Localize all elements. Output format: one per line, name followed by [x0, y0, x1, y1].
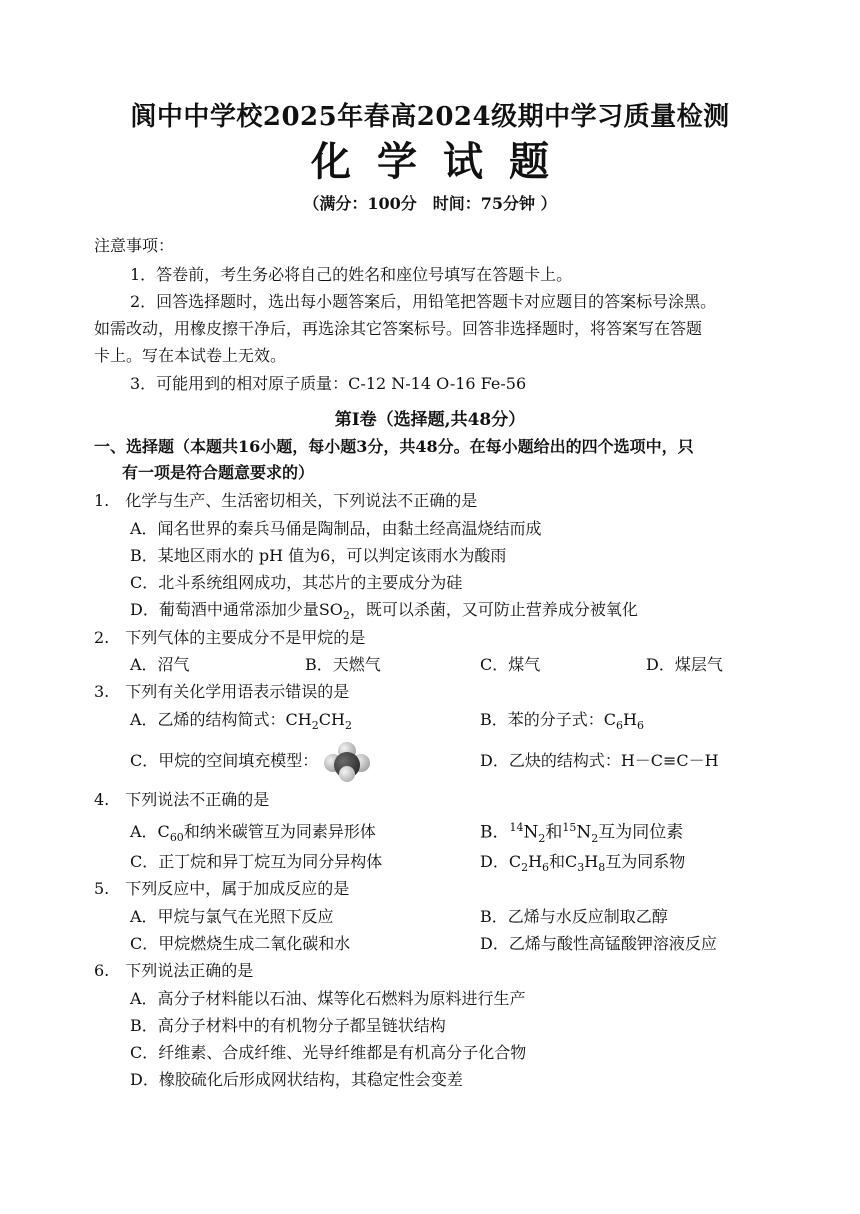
q4-option-d-s2: 6: [542, 861, 550, 875]
q6-stem: 6. 下列说法正确的是: [94, 961, 254, 980]
q5-option-b: B．乙烯与水反应制取乙醇: [480, 907, 668, 926]
q1-option-d-sub: 2: [342, 609, 350, 623]
q1-option-b: [130, 546, 506, 566]
q4-option-d-m3: H: [584, 852, 599, 871]
q4-option-d-m1: H: [528, 852, 543, 871]
q1-option-b-ph: pH: [258, 546, 284, 565]
q4-option-c: C．正丁烷和异丁烷互为同分异构体: [130, 852, 383, 871]
q4-option-d-s4: 8: [598, 861, 606, 875]
q3-option-c: [130, 741, 374, 782]
q4-stem: 4. 下列说法不正确的是: [94, 790, 270, 809]
q4-option-d-post: 互为同系物: [605, 852, 686, 871]
q1-option-d-pre: D．葡萄酒中通常添加少量SO: [130, 600, 343, 619]
note-item-1: 1．答卷前，考生务必将自己的姓名和座位号填写在答题卡上。: [130, 265, 573, 284]
q4-option-d-s3: 3: [577, 861, 585, 875]
q3-option-b-pre: B．苯的分子式：C: [480, 710, 617, 729]
q6-option-c: C．纤维素、合成纤维、光导纤维都是有机高分子化合物: [130, 1043, 527, 1062]
exam-title: 阆中中学校2025年春高2024级期中学习质量检测: [130, 102, 730, 132]
q4-option-b-post: 互为同位素: [598, 822, 684, 843]
notes-heading: 注意事项：: [94, 236, 175, 255]
q5-option-d: D．乙烯与酸性高锰酸钾溶液反应: [480, 934, 717, 953]
q4-option-d-pre: D．C: [480, 852, 522, 871]
q5-option-a: A．甲烷与氯气在光照下反应: [130, 907, 334, 926]
q3-option-a-mid: CH: [318, 710, 345, 729]
q4-option-b-pre: B．: [480, 822, 510, 843]
q4-option-d-m2: 和C: [549, 852, 578, 871]
q4-option-b-sub2: 2: [591, 832, 599, 846]
q4-option-b-sup1: 14: [509, 821, 524, 834]
q4-option-d-s1: 2: [521, 861, 529, 875]
q4-option-b-n1: N: [523, 822, 539, 843]
q4-option-b-mid: 和: [545, 822, 563, 843]
subject-title: 化学试题: [311, 138, 575, 185]
q4-option-a: [130, 822, 376, 848]
q1-option-b-pre: B．某地区雨水的: [130, 546, 254, 565]
note-item-2-line-3: 卡上。写在本试卷上无效。: [94, 346, 287, 365]
q2-stem: 2. 下列气体的主要成分不是甲烷的是: [94, 628, 366, 647]
q4-option-b-sub1: 2: [538, 832, 546, 846]
q3-stem: 3. 下列有关化学用语表示错误的是: [94, 682, 350, 701]
q3-option-b-sub1: 6: [616, 719, 624, 733]
part-instructions-line-1: 一、选择题（本题共16小题，每小题3分，共48分。在每小题给出的四个选项中，只: [94, 437, 694, 456]
q2-option-c: C．煤气: [480, 655, 541, 674]
q3-option-d: D．乙炔的结构式：H－C≡C－H: [480, 751, 719, 770]
q1-option-d-post: ，既可以杀菌，又可防止营养成分被氧化: [349, 600, 638, 619]
q3-option-a-sub1: 2: [311, 719, 319, 733]
q3-option-a-pre: A．乙烯的结构简式：CH: [130, 710, 312, 729]
methane-space-filling-model-icon: [322, 742, 374, 782]
q3-option-b-mid: H: [623, 710, 637, 729]
q5-option-c: C．甲烷燃烧生成二氧化碳和水: [130, 934, 351, 953]
q1-option-d: [130, 600, 638, 626]
section-heading: 第Ⅰ卷（选择题,共48分）: [334, 410, 526, 430]
q4-option-b-sup2: 15: [562, 821, 577, 834]
q4-option-d: [480, 852, 685, 878]
q3-option-b: [480, 710, 644, 736]
q4-option-a-sub: 60: [169, 831, 184, 845]
q4-option-a-post: 和纳米碳管互为同素异形体: [183, 822, 376, 841]
q1-option-c: C．北斗系统组网成功，其芯片的主要成分为硅: [130, 573, 463, 592]
q3-option-c-text: C．甲烷的空间填充模型：: [130, 751, 319, 770]
q4-option-b: [480, 818, 683, 849]
q4-option-b-n2: N: [576, 822, 592, 843]
q5-stem: 5. 下列反应中，属于加成反应的是: [94, 879, 350, 898]
q2-option-b: B．天燃气: [305, 655, 381, 674]
note-item-3: 3．可能用到的相对原子质量：C-12 N-14 O-16 Fe-56: [130, 374, 527, 393]
q3-option-a: [130, 710, 352, 736]
q2-option-d: D．煤层气: [646, 655, 723, 674]
note-item-2-line-2: 如需改动，用橡皮擦干净后，再选涂其它答案标号。回答非选择题时，将答案写在答题: [94, 319, 703, 338]
q6-option-a: A．高分子材料能以石油、煤等化石燃料为原料进行生产: [130, 989, 526, 1008]
q6-option-d: D．橡胶硫化后形成网状结构，其稳定性会变差: [130, 1070, 463, 1089]
exam-info: （满分：100分 时间：75分钟 ）: [303, 194, 557, 213]
part-instructions-line-2: 有一项是符合题意要求的）: [122, 463, 315, 482]
q6-option-b: B．高分子材料中的有机物分子都呈链状结构: [130, 1016, 446, 1035]
q1-stem: 1. 化学与生产、生活密切相关，下列说法不正确的是: [94, 491, 478, 510]
note-item-2-line-1: 2．回答选择题时，选出每小题答案后，用铅笔把答题卡对应题目的答案标号涂黑。: [130, 292, 717, 311]
q4-option-a-pre: A．C: [130, 822, 170, 841]
q2-option-a: A．沼气: [130, 655, 190, 674]
q3-option-a-sub2: 2: [344, 719, 352, 733]
q1-option-b-post: 值为6，可以判定该雨水为酸雨: [288, 546, 507, 565]
q3-option-b-sub2: 6: [636, 719, 644, 733]
q1-option-a: A．闻名世界的秦兵马俑是陶制品，由黏土经高温烧结而成: [130, 519, 542, 538]
